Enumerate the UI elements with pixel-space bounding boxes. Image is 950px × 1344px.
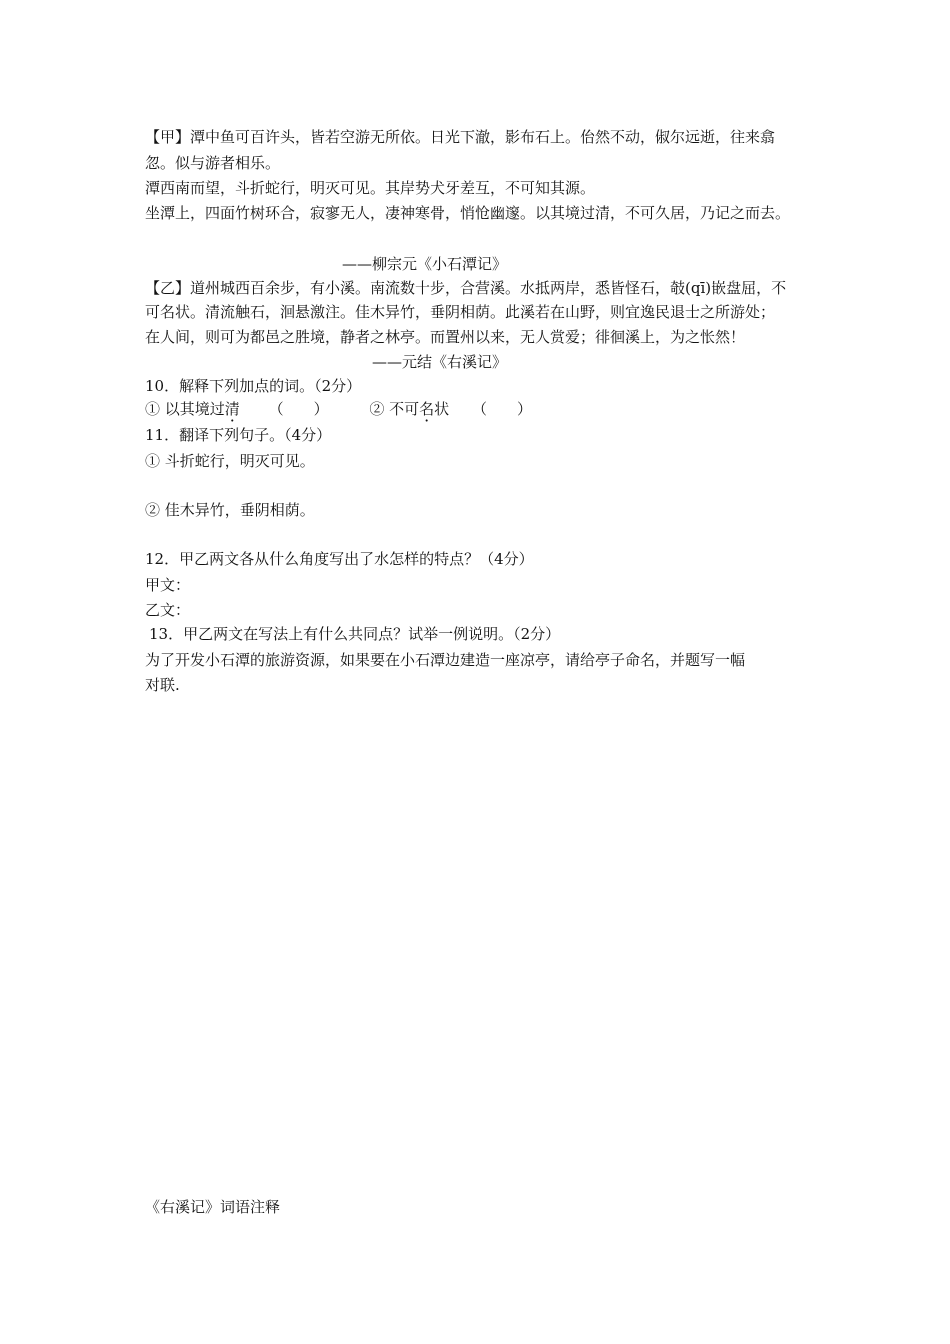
- q11-item-1: ① 斗折蛇行，明灭可见。: [145, 452, 315, 470]
- question-10-items: [145, 399, 532, 419]
- passage-yi-source: ——元结《右溪记》: [372, 353, 508, 371]
- question-11-stem: 11．翻译下列句子。（4分）: [145, 426, 332, 444]
- q10-item2-blank[interactable]: （ ）: [471, 400, 532, 418]
- question-12-stem: 12．甲乙两文各从什么角度写出了水怎样的特点？（4分）: [145, 550, 534, 568]
- q12-jia-label: 甲文：: [145, 576, 191, 594]
- q13-extra-line-2: 对联.: [145, 676, 180, 694]
- question-13-stem: 13．甲乙两文在写法上有什么共同点？试举一例说明。（2分）: [149, 625, 561, 643]
- passage-jia-source: ——柳宗元《小石潭记》: [342, 255, 508, 273]
- passage-jia-line-2: 忽。似与游者相乐。: [145, 154, 281, 172]
- q10-item2-prefix: ② 不可: [369, 400, 420, 418]
- question-10-stem: 10．解释下列加点的词。（2分）: [145, 377, 362, 395]
- q10-item1-dotted-word: 清: [224, 400, 240, 418]
- q10-item2-suffix: 状: [434, 400, 450, 418]
- q10-item1-prefix: ① 以其境过: [145, 400, 225, 418]
- q11-item-2: ② 佳木异竹，垂阴相荫。: [145, 501, 315, 519]
- notes-heading: 《右溪记》词语注释: [145, 1198, 281, 1216]
- passage-jia-line-4: 坐潭上，四面竹树环合，寂寥无人，凄神寒骨，悄怆幽邃。以其境过清，不可久居，乃记之而去。: [145, 204, 791, 222]
- q13-extra-line-1: 为了开发小石潭的旅游资源，如果要在小石潭边建造一座凉亭，请给亭子命名，并题写一幅: [145, 651, 746, 669]
- passage-yi-line-2: 可名状。清流触石，洄悬激注。佳木异竹，垂阴相荫。此溪若在山野，则宜逸民退士之所游处；: [145, 303, 776, 321]
- passage-yi-line-1: 【乙】道州城西百余步，有小溪。南流数十步，合营溪。水抵两岸，悉皆怪石，攲(qī)嵌盘屈，不: [145, 279, 787, 297]
- q10-item1-blank[interactable]: （ ）: [268, 400, 329, 418]
- passage-jia-line-3: 潭西南而望，斗折蛇行，明灭可见。其岸势犬牙差互，不可知其源。: [145, 179, 596, 197]
- q12-yi-label: 乙文：: [145, 601, 191, 619]
- passage-jia-line-1: 【甲】潭中鱼可百许头，皆若空游无所依。日光下澈，影布石上。佁然不动，俶尔远逝，往来翕: [145, 128, 776, 146]
- passage-yi-line-3: 在人间，则可为都邑之胜境，静者之林亭。而置州以来，无人赏爱；徘徊溪上，为之怅然！: [145, 328, 746, 346]
- q10-item2-dotted-word: 名: [419, 400, 435, 418]
